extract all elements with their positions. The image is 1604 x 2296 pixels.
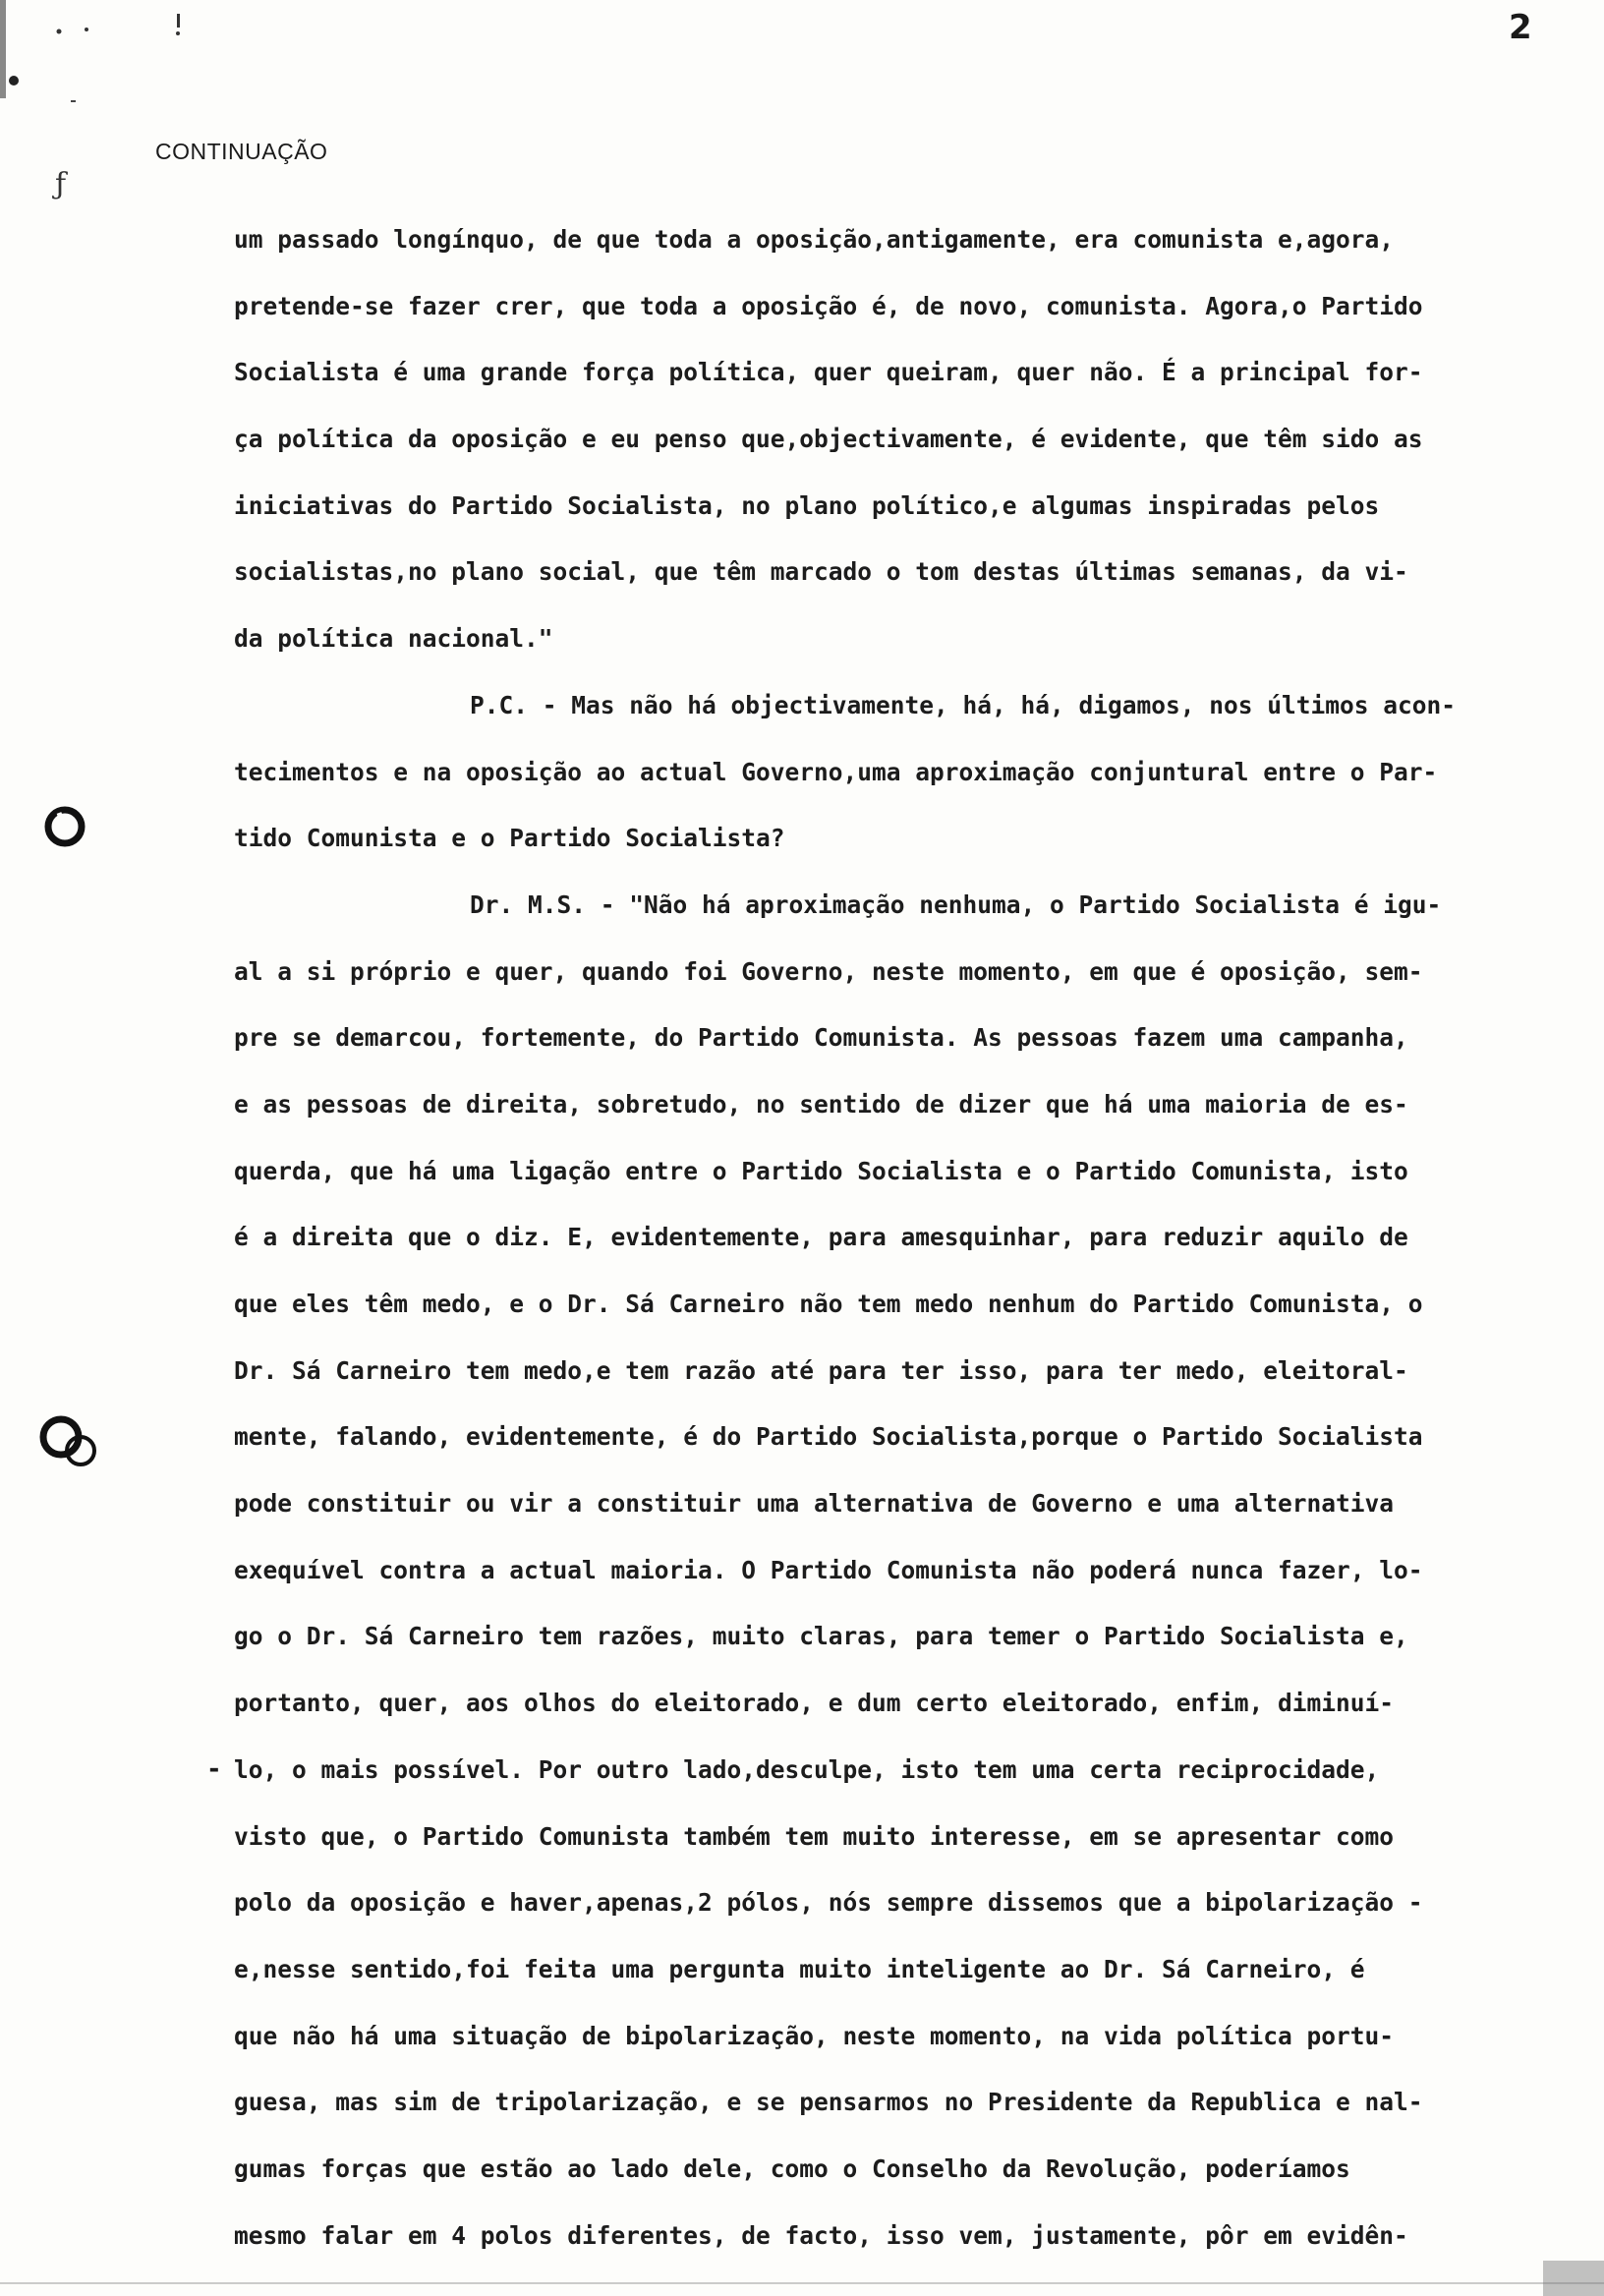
text-line: um passado longínquo, de que toda a oposição,antigamente, era comunista e,agora, xyxy=(234,225,1395,254)
scan-bottom-edge xyxy=(0,2261,1604,2296)
transcript-body xyxy=(234,218,1600,2280)
text-line: mesmo falar em 4 polos diferentes, de facto, isso vem, justamente, pôr em evidên- xyxy=(234,2220,1408,2250)
text-line: polo da oposição e haver,apenas,2 pólos, nós sempre dissemos que a bipolarização - xyxy=(234,1888,1423,1918)
page-number: 2 xyxy=(1509,8,1532,47)
text-line: e as pessoas de direita, sobretudo, no sentido de dizer que há uma maioria de es- xyxy=(234,1089,1408,1119)
text-line: guesa, mas sim de tripolarização, e se pensarmos no Presidente da Republica e nal- xyxy=(234,2088,1423,2117)
margin-dash: - xyxy=(206,1754,222,1784)
text-line: lo, o mais possível. Por outro lado,desculpe, isto tem uma certa reciprocidade, xyxy=(234,1754,1380,1784)
text-line: go o Dr. Sá Carneiro tem razões, muito claras, para temer o Partido Socialista e, xyxy=(234,1622,1408,1651)
text-line: e,nesse sentido,foi feita uma pergunta muito inteligente ao Dr. Sá Carneiro, é xyxy=(234,1954,1365,1983)
text-line: iniciativas do Partido Socialista, no plano político,e algumas inspiradas pelos xyxy=(234,490,1380,520)
text-line: da política nacional." xyxy=(234,624,553,654)
text-line: mente, falando, evidentemente, é do Partido Socialista,porque o Partido Socialista xyxy=(234,1422,1423,1452)
text-line: pode constituir ou vir a constituir uma alternativa de Governo e uma alternativa xyxy=(234,1489,1395,1519)
text-line: socialistas,no plano social, que têm marcado o tom destas últimas semanas, da vi- xyxy=(234,557,1408,587)
text-line: Socialista é uma grande força política, quer queiram, quer não. É a principal for- xyxy=(234,358,1423,387)
text-line: exequível contra a actual maioria. O Partido Comunista não poderá nunca fazer, lo- xyxy=(234,1555,1423,1584)
punch-hole-double-ring-icon xyxy=(33,1407,112,1476)
text-line: pre se demarcou, fortemente, do Partido Comunista. As pessoas fazem uma campanha, xyxy=(234,1023,1408,1053)
text-line: visto que, o Partido Comunista também tem muito interesse, em se apresentar como xyxy=(234,1821,1395,1851)
text-line: portanto, quer, aos olhos do eleitorado, e dum certo eleitorado, enfim, diminuí- xyxy=(234,1689,1395,1718)
pen-tick-mark: ƒ xyxy=(55,167,67,201)
text-line: Dr. Sá Carneiro tem medo,e tem razão até para ter isso, para ter medo, eleitoral- xyxy=(234,1355,1408,1385)
continuation-label: CONTINUAÇÃO xyxy=(155,139,328,164)
scan-margin-marks xyxy=(0,0,197,118)
text-line: é a direita que o diz. E, evidentemente, para amesquinhar, para reduzir aquilo de xyxy=(234,1223,1408,1252)
punch-hole-ring-icon xyxy=(35,799,94,858)
text-line: ça política da oposição e eu penso que,objectivamente, é evidente, que têm sido as xyxy=(234,425,1423,454)
text-line: que eles têm medo, e o Dr. Sá Carneiro não tem medo nenhum do Partido Comunista, o xyxy=(234,1290,1423,1318)
text-line: querda, que há uma ligação entre o Partido Socialista e o Partido Comunista, isto xyxy=(234,1156,1408,1185)
text-line: pretende-se fazer crer, que toda a oposição é, de novo, comunista. Agora,o Partido xyxy=(234,291,1423,320)
text-line: tecimentos e na oposição ao actual Governo,uma aproximação conjuntural entre o Par- xyxy=(234,757,1438,786)
speaker-line-pc: P.C. - Mas não há objectivamente, há, há, digamos, nos últimos acon- xyxy=(470,690,1457,719)
text-line: que não há uma situação de bipolarização, neste momento, na vida política portu- xyxy=(234,2021,1395,2050)
text-line: tido Comunista e o Partido Socialista? xyxy=(234,824,785,853)
speaker-line-ms: Dr. M.S. - "Não há aproximação nenhuma, o Partido Socialista é igu- xyxy=(470,890,1442,919)
text-line: al a si próprio e quer, quando foi Governo, neste momento, em que é oposição, sem- xyxy=(234,956,1423,986)
text-line: gumas forças que estão ao lado dele, como o Conselho da Revolução, poderíamos xyxy=(234,2153,1350,2183)
